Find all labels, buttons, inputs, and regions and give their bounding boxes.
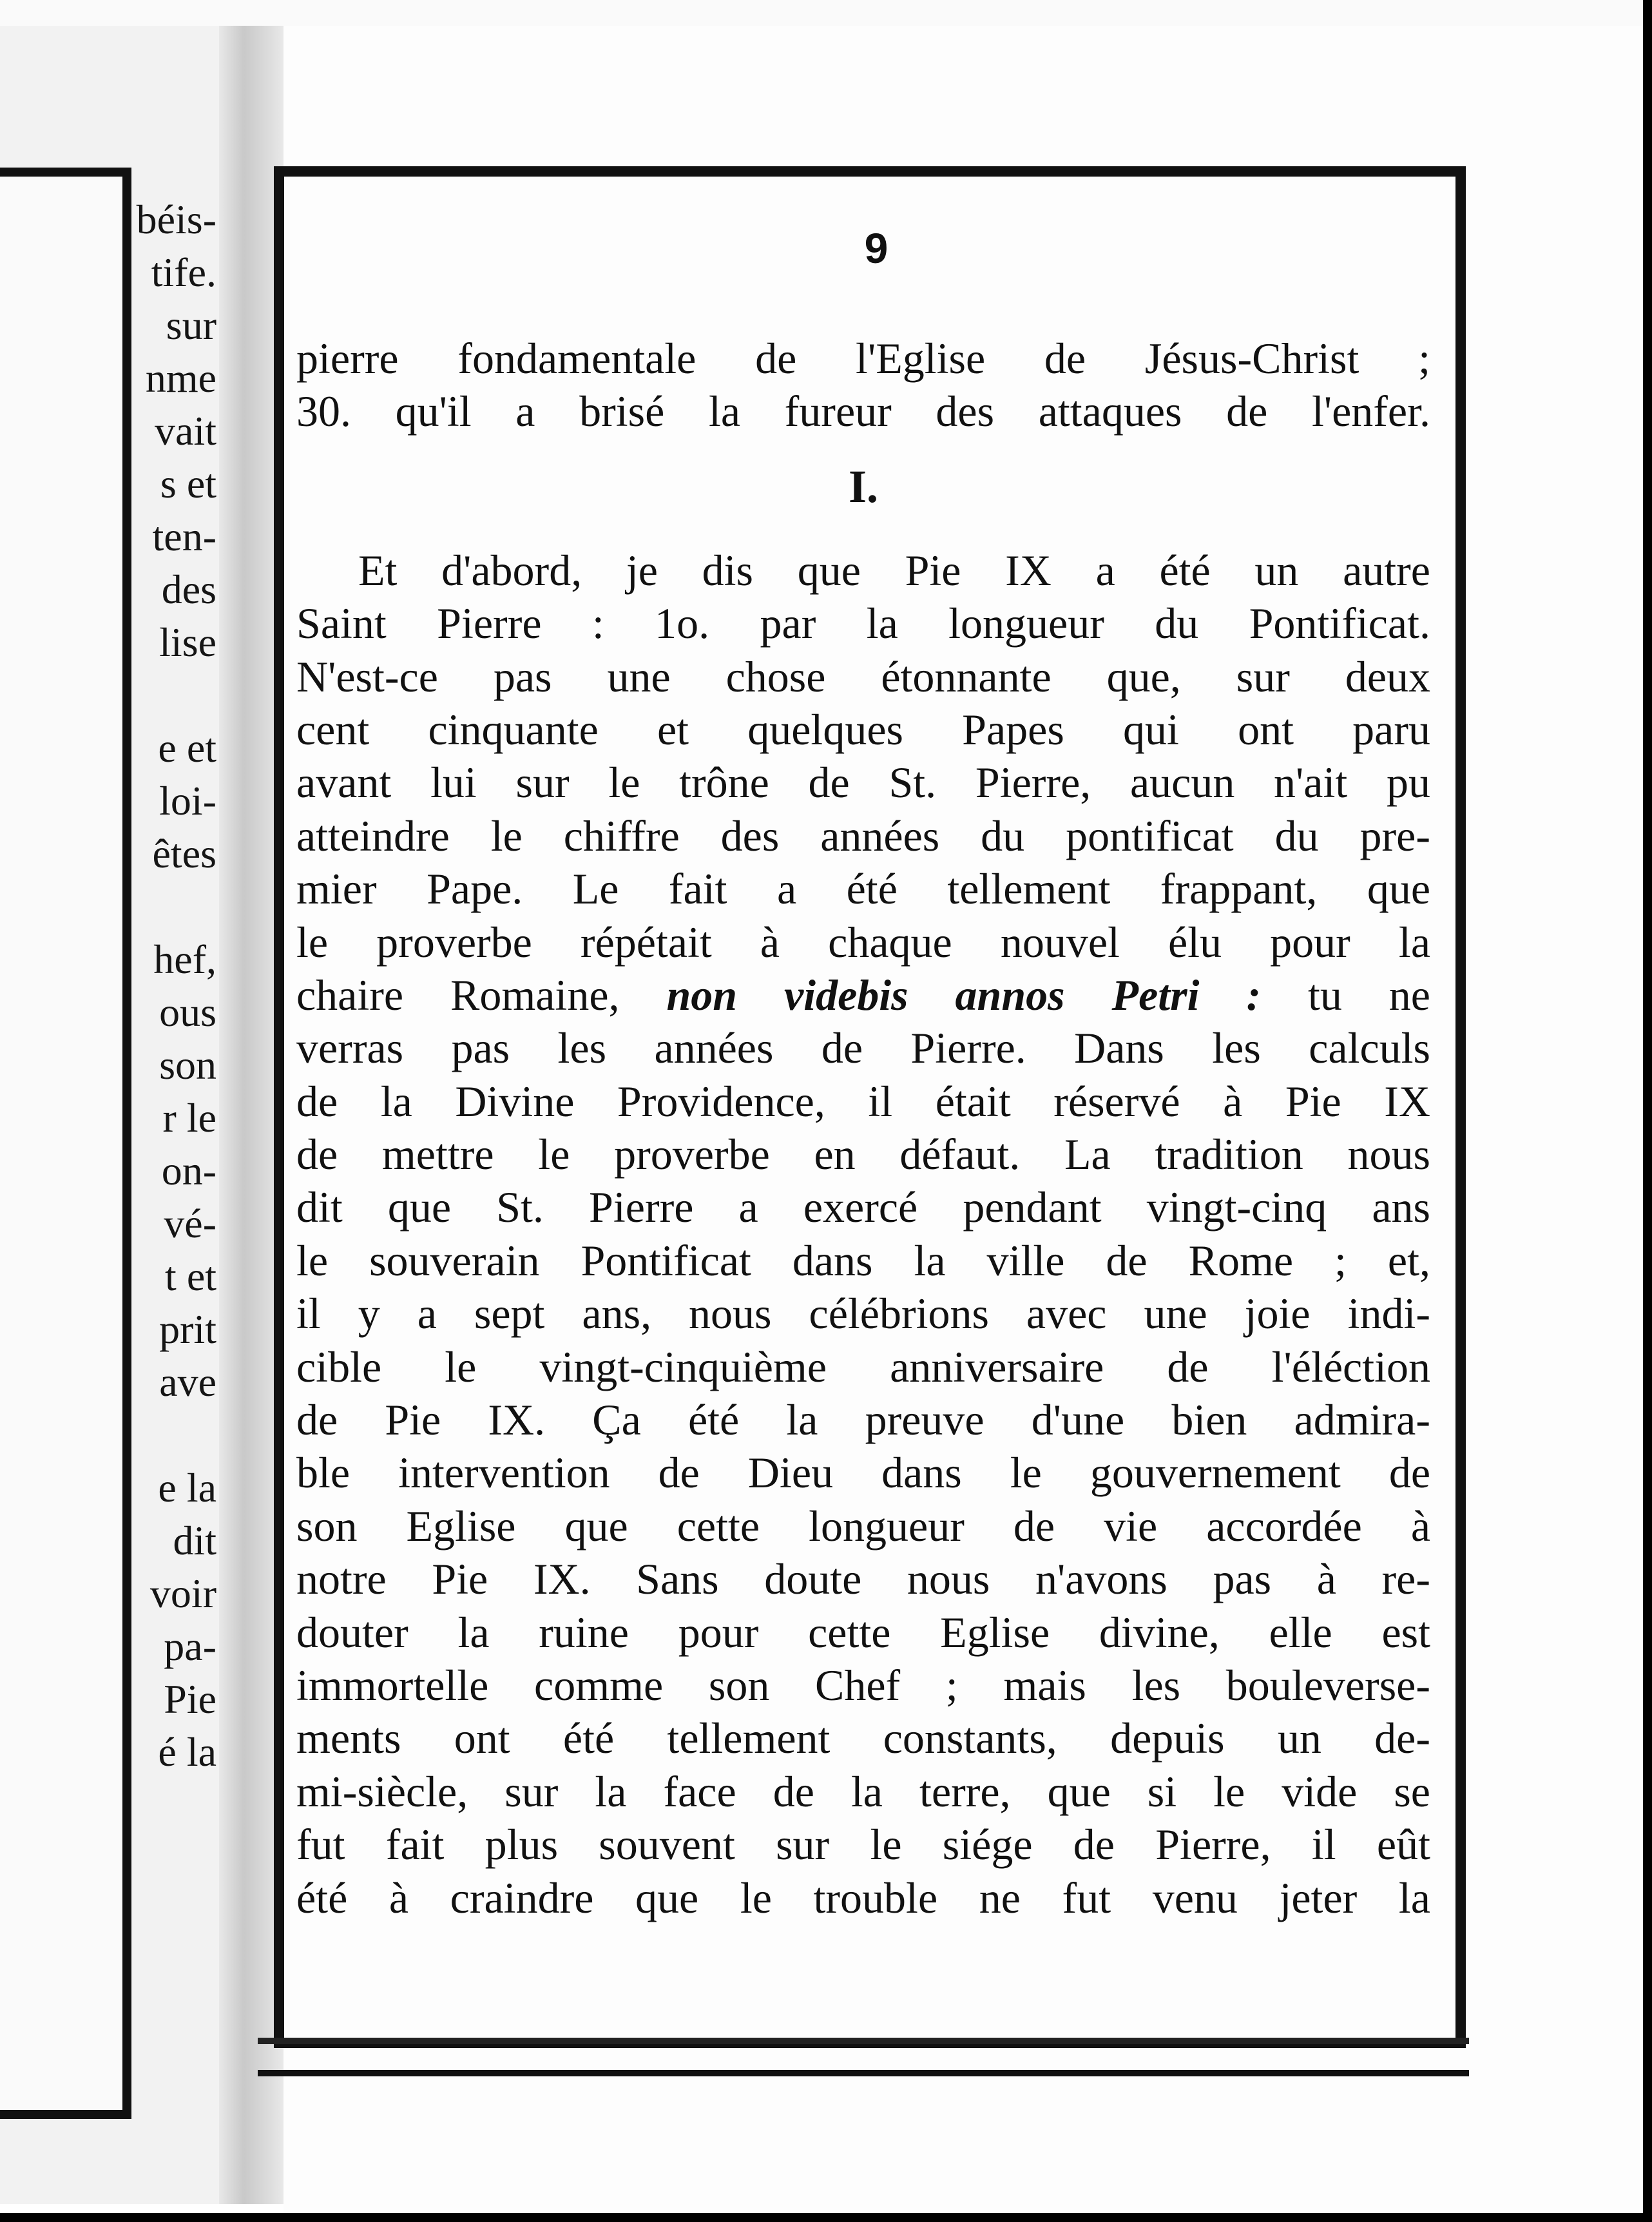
- page-number: 9: [864, 224, 888, 272]
- left-page-line-fragment: [75, 880, 216, 933]
- text-line: immortelle comme son Chef ; mais les bouleverse-: [296, 1660, 1430, 1710]
- text-line: de Pie IX. Ça été la preuve d'une bien admira-: [296, 1395, 1430, 1445]
- text-line: N'est-ce pas une chose étonnante que, sur deux: [296, 652, 1430, 701]
- scan-top-edge: [0, 0, 1652, 28]
- left-page-line-fragment: pa-: [164, 1623, 216, 1669]
- left-page-line-fragment: dit: [173, 1518, 216, 1563]
- text-line: son Eglise que cette longueur de vie accordée à: [296, 1501, 1430, 1551]
- left-page-line-fragment: vé-: [164, 1201, 216, 1246]
- left-page-line-fragment: é la: [158, 1729, 216, 1775]
- left-page-line-fragment: voir: [149, 1570, 216, 1616]
- scan-bottom-edge: [0, 2213, 1652, 2222]
- text-line: dit que St. Pierre a exercé pendant vingt-cinq ans: [296, 1183, 1430, 1232]
- left-page-line-fragment: êtes: [152, 831, 216, 876]
- latin-follow: tu ne: [1261, 970, 1430, 1019]
- text-line: cible le vingt-cinquième anniversaire de l'éléction: [296, 1342, 1430, 1391]
- latin-lead-in: chaire Romaine,: [296, 970, 667, 1019]
- text-line: atteindre le chiffre des années du pontificat du pre-: [296, 811, 1430, 860]
- text-line: Et d'abord, je dis que Pie IX a été un autre: [358, 545, 1430, 595]
- text-line: 30. qu'il a brisé la fureur des attaques de l'enfer.: [296, 387, 1430, 436]
- left-page-text-column: [75, 193, 216, 1779]
- left-page-line-fragment: béis-: [136, 197, 216, 242]
- left-page-line-fragment: hef,: [153, 936, 216, 982]
- text-line: avant lui sur le trône de St. Pierre, aucun n'ait pu: [296, 758, 1430, 807]
- left-page-line-fragment: on-: [161, 1148, 216, 1193]
- text-line-with-latin-quote: [296, 969, 1430, 1021]
- left-page-line-fragment: e la: [158, 1465, 216, 1511]
- left-page-line-fragment: sur: [166, 302, 216, 348]
- text-line: de la Divine Providence, il était réservé à Pie IX: [296, 1076, 1430, 1126]
- left-page-line-fragment: son: [159, 1042, 216, 1088]
- left-page-line-fragment: Pie: [164, 1676, 216, 1722]
- section-heading: I.: [848, 460, 879, 512]
- text-line: le proverbe répétait à chaque nouvel élu pour la: [296, 917, 1430, 967]
- left-page-line-fragment: prit: [159, 1306, 216, 1352]
- left-page-line-fragment: ten-: [152, 514, 216, 559]
- text-line: été à craindre que le trouble ne fut venu jeter la: [296, 1873, 1430, 1922]
- left-page-line-fragment: lise: [159, 619, 216, 665]
- left-page-line-fragment: ous: [159, 989, 216, 1035]
- left-page-line-fragment: ave: [159, 1359, 216, 1405]
- text-line: ble intervention de Dieu dans le gouvernement de: [296, 1448, 1430, 1498]
- left-page-line-fragment: des: [161, 566, 216, 612]
- latin-quote: non videbis annos Petri :: [666, 970, 1262, 1019]
- text-line: verras pas les années de Pierre. Dans les calculs: [296, 1023, 1430, 1073]
- text-line: ments ont été tellement constants, depuis un de-: [296, 1714, 1430, 1763]
- left-page-line-fragment: t et: [165, 1253, 216, 1299]
- left-page-line-fragment: loi-: [159, 778, 216, 824]
- left-page-line-fragment: e et: [158, 725, 216, 771]
- page-border-bottom-rule: [258, 2038, 1469, 2076]
- text-line: il y a sept ans, nous célébrions avec une joie indi-: [296, 1289, 1430, 1338]
- left-page-line-fragment: [75, 669, 216, 722]
- text-line: cent cinquante et quelques Papes qui ont paru: [296, 704, 1430, 754]
- text-line: Saint Pierre : 1o. par la longueur du Pontificat.: [296, 599, 1430, 648]
- left-page-line-fragment: r le: [162, 1095, 216, 1141]
- left-page-fragment: [0, 26, 226, 2204]
- text-line: mi-siècle, sur la face de la terre, que si le vide se: [296, 1766, 1430, 1816]
- text-line: pierre fondamentale de l'Eglise de Jésus-Christ ;: [296, 334, 1430, 383]
- text-line: de mettre le proverbe en défaut. La tradition nous: [296, 1130, 1430, 1179]
- left-page-line-fragment: s et: [160, 461, 216, 507]
- text-line: mier Pape. Le fait a été tellement frappant, que: [296, 864, 1430, 914]
- text-line: douter la ruine pour cette Eglise divine, elle est: [296, 1607, 1430, 1657]
- scan-right-edge: [1643, 0, 1652, 2222]
- left-page-line-fragment: [75, 1409, 216, 1462]
- page-body-text: [296, 332, 1430, 1924]
- left-page-line-fragment: tife.: [151, 249, 216, 295]
- text-line: notre Pie IX. Sans doute nous n'avons pas à re-: [296, 1554, 1430, 1604]
- text-line: fut fait plus souvent sur le siége de Pierre, il eût: [296, 1820, 1430, 1869]
- text-line: le souverain Pontificat dans la ville de Rome ; et,: [296, 1235, 1430, 1285]
- left-page-line-fragment: nme: [145, 355, 216, 401]
- left-page-line-fragment: vait: [155, 408, 216, 454]
